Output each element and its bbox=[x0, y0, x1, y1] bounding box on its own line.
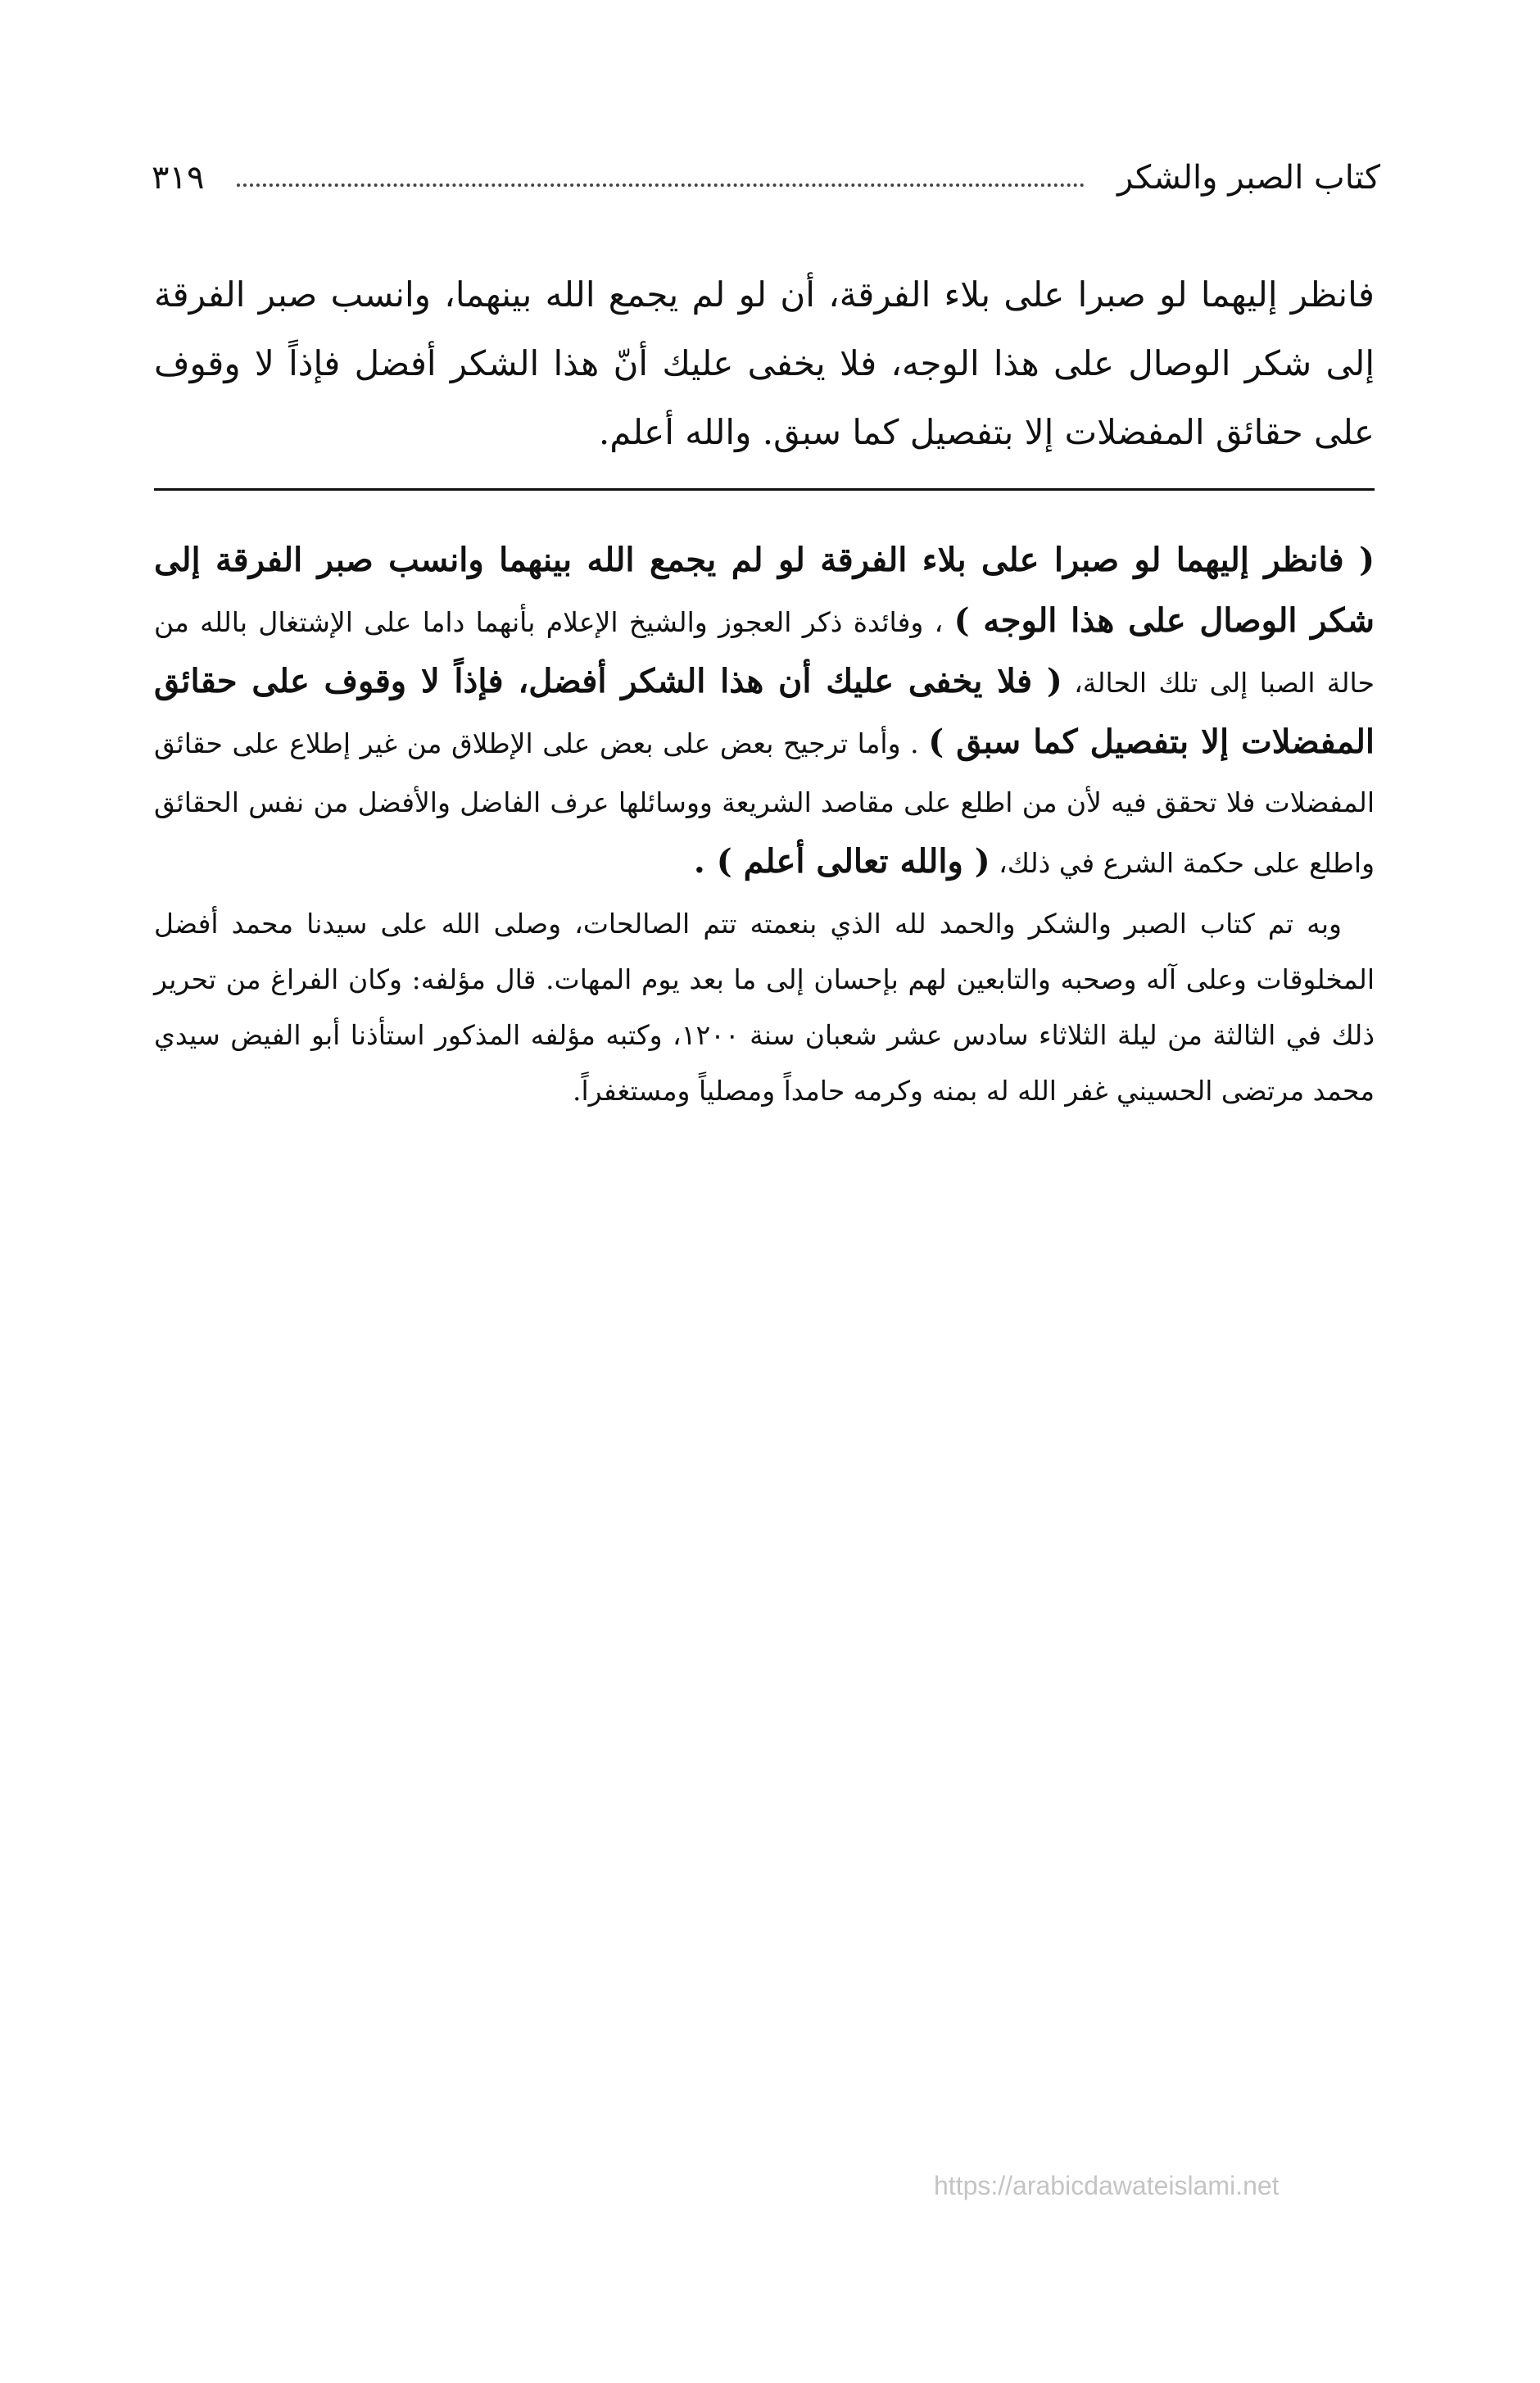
main-text-paragraph: فانظر إليهما لو صبرا على بلاء الفرقة، أن لو لم يجمع الله بينهما، وانسب صبر الفرقة إلى شكر الوصال على هذا الوجه، فلا يخفى عليك أنّ هذا الشكر أفضل فإذاً لا وقوف على حقائق المفضلات إلا بتفصيل كما سبق. والله أعلم. bbox=[154, 274, 1375, 452]
commentary-text-2: . وأما ترجيح بعض على بعض على الإطلاق من غير إطلاع على حقائق المفضلات فلا تحقق فيه لأن من اطلع على مقاصد الشريعة ووسائلها عرف الفاضل والأفضل من نفس الحقائق واطلع على حكمة الشرع في ذلك، bbox=[154, 727, 1375, 879]
running-header-title: كتاب الصبر والشكر bbox=[1117, 159, 1380, 197]
header-dotted-leader bbox=[237, 183, 1085, 187]
page-number: ٣١٩ bbox=[152, 159, 205, 197]
running-header bbox=[152, 139, 1380, 197]
commentary-quote-1: ( فانظر إليهما لو صبرا على بلاء الفرقة لو لم يجمع الله بينهما وانسب صبر الفرقة إلى شكر الوصال على هذا الوجه ) bbox=[154, 541, 1375, 640]
commentary-quote-2: ( فلا يخفى عليك أن هذا الشكر أفضل، فإذاً لا وقوف على حقائق المفضلات إلا بتفصيل كما سبق ) bbox=[154, 662, 1375, 761]
commentary-text-1: ، وفائدة ذكر العجوز والشيخ الإعلام بأنهما داما على الإشتغال بالله من حالة الصبا إلى تلك الحالة، bbox=[154, 606, 1375, 699]
colophon-paragraph: وبه تم كتاب الصبر والشكر والحمد لله الذي بنعمته تتم الصالحات، وصلى الله على سيدنا محمد أفضل المخلوقات وعلى آله وصحبه والتابعين لهم بإحسان إلى ما بعد يوم المهات. قال مؤلفه: وكان الفراغ من تحرير ذلك في الثالثة من ليلة الثلاثاء سادس عشر شعبان سنة ١٢٠٠، وكتبه مؤلفه المذكور استأذنا أبو الفيض سيدي محمد مرتضى الحسيني غفر الله له بمنه وكرمه حامداً ومصلياً ومستغفراً. bbox=[154, 908, 1375, 1107]
commentary-paragraph bbox=[154, 531, 1375, 893]
commentary-quote-3: ( والله تعالى أعلم ) . bbox=[693, 842, 990, 881]
text-commentary-divider bbox=[154, 488, 1375, 491]
website-watermark: https://arabicdawateislami.net bbox=[934, 2171, 1280, 2200]
